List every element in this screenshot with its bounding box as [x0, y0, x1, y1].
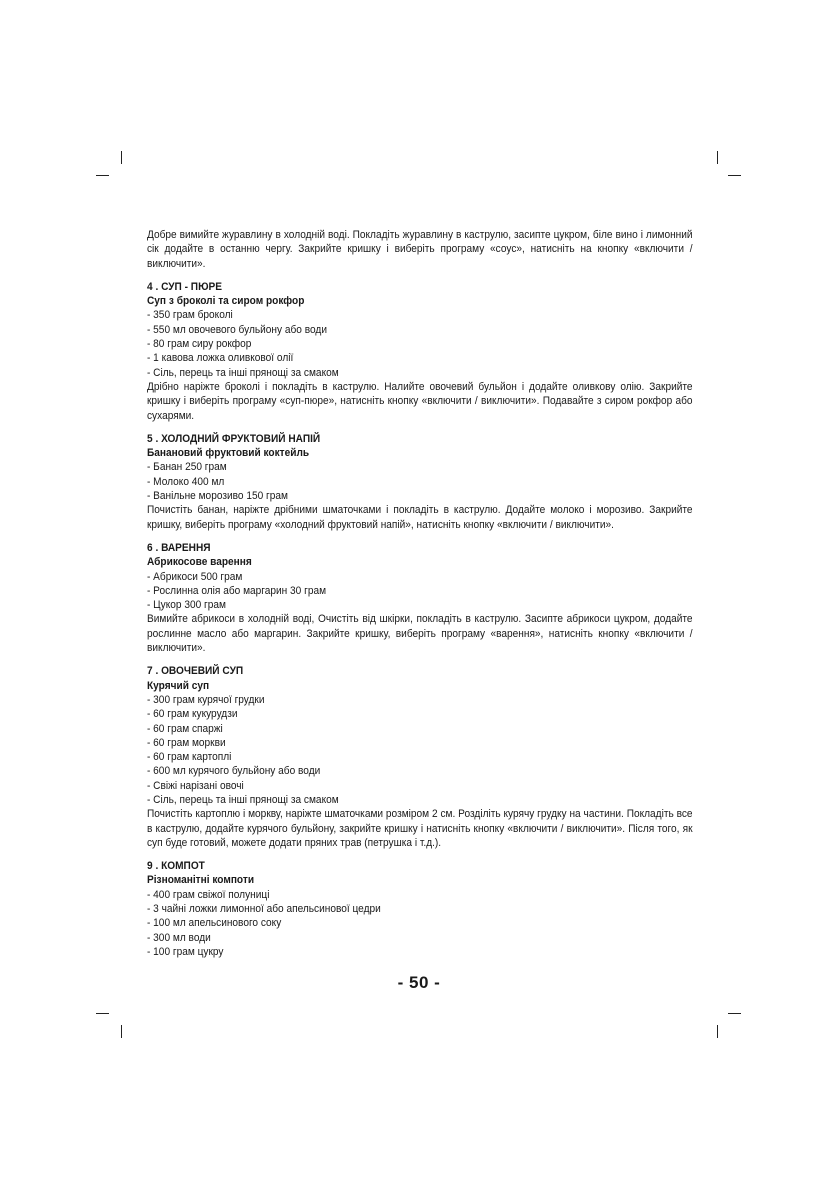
section-title: 7 . ОВОЧЕВИЙ СУП	[147, 665, 244, 678]
ingredient-item: - 60 грам кукурудзи	[147, 708, 238, 721]
ingredient-list	[147, 693, 693, 807]
instructions-paragraph: Почистіть картоплю і моркву, наріжте шматочками розміром 2 см. Розділіть курячу грудку на частини. Покладіть все в каструлю, додайте курячого бульйону, закрийте кришку і натисніть кнопку «включити / виключити». Після того, як суп буде готовий, можете додати пряних трав (петрушка і т.д.).	[147, 808, 693, 849]
crop-mark-top-right-vertical	[717, 151, 718, 164]
intro-paragraph: Добре вимийте журавлину в холодній воді. Покладіть журавлину в каструлю, засипте цукром, біле вино і лимонний сік додайте в останню чергу. Закрийте кришку і виберіть програму «соус», натисніть на кнопку «включити / виключити».	[147, 229, 693, 270]
crop-mark-top-right-horizontal	[728, 175, 741, 176]
recipe-name: Різноманітні компоти	[147, 874, 255, 887]
recipe-section	[147, 280, 693, 423]
ingredient-item: - Рослинна олія або маргарин 30 грам	[147, 584, 327, 597]
instructions-paragraph: Дрібно наріжте броколі і покладіть в каструлю. Налийте овочевий бульйон і додайте оливкову олію. Закрийте кришку і виберіть програму «суп-пюре», натисніть кнопку «включити / виключити». Подавайте з сиром рокфор або сухарями.	[147, 380, 693, 422]
ingredient-item: - 3 чайні ложки лимонної або апельсинової цедри	[147, 903, 381, 916]
ingredient-item: - 550 мл овочевого бульйону або води	[147, 323, 327, 336]
ingredient-item: - 1 кавова ложка оливкової олії	[147, 352, 294, 365]
ingredient-item: - 80 грам сиру рокфор	[147, 338, 252, 351]
ingredient-list	[147, 460, 693, 503]
ingredient-item: - 60 грам спаржі	[147, 722, 223, 735]
ingredient-item: - 60 грам картоплі	[147, 751, 232, 764]
ingredient-item: - 300 мл води	[147, 931, 211, 944]
recipe-sections	[147, 280, 693, 959]
instructions-paragraph: Почистіть банан, наріжте дрібними шматочками і покладіть в каструлю. Додайте молоко і морозиво. Закрийте кришку, виберіть програму «холодний фруктовий напій», натисніть кнопку «включити / виключити».	[147, 504, 693, 531]
section-title: 9 . КОМПОТ	[147, 860, 205, 873]
section-title: 4 . СУП - ПЮРЕ	[147, 280, 223, 293]
ingredient-item: - 100 мл апельсинового соку	[147, 917, 282, 930]
ingredient-list	[147, 570, 693, 613]
ingredient-item: - 100 грам цукру	[147, 945, 224, 958]
crop-mark-top-left-horizontal	[96, 175, 109, 176]
recipe-name: Курячий суп	[147, 679, 210, 692]
ingredient-item: - Свіжі нарізані овочі	[147, 779, 244, 792]
ingredient-item: - Абрикоси 500 грам	[147, 570, 243, 583]
ingredient-item: - Молоко 400 мл	[147, 475, 225, 488]
recipe-section	[147, 859, 693, 959]
section-title: 6 . ВАРЕННЯ	[147, 541, 211, 554]
crop-mark-bottom-right-vertical	[717, 1025, 718, 1038]
crop-mark-bottom-right-horizontal	[728, 1013, 741, 1014]
recipe-name: Банановий фруктовий коктейль	[147, 447, 310, 460]
recipe-name: Суп з броколі та сиром рокфор	[147, 295, 305, 308]
recipe-section	[147, 541, 693, 655]
ingredient-list	[147, 308, 693, 379]
ingredient-item: - 600 мл курячого бульйону або води	[147, 765, 321, 778]
instructions-paragraph: Вимийте абрикоси в холодній воді, Очистіть від шкірки, покладіть в каструлю. Засипте абрикоси цукром, додайте рослинне масло або маргарин. Закрийте кришку, виберіть програму «варення», натисніть кнопку «включити / виключити».	[147, 613, 693, 655]
ingredient-item: - Сіль, перець та інші прянощі за смаком	[147, 793, 339, 806]
recipe-section	[147, 664, 693, 850]
page-content	[147, 228, 693, 968]
crop-mark-top-left-vertical	[121, 151, 122, 164]
ingredient-item: - Банан 250 грам	[147, 461, 227, 474]
ingredient-item: - Сіль, перець та інші прянощі за смаком	[147, 366, 339, 379]
ingredient-item: - 300 грам курячої грудки	[147, 693, 265, 706]
ingredient-item: - 60 грам моркви	[147, 736, 226, 749]
ingredient-item: - Ванільне морозиво 150 грам	[147, 490, 288, 503]
crop-mark-bottom-left-vertical	[121, 1025, 122, 1038]
ingredient-item: - 400 грам свіжої полуниці	[147, 888, 270, 901]
crop-mark-bottom-left-horizontal	[96, 1013, 109, 1014]
page-number: - 50 -	[397, 973, 441, 992]
recipe-section	[147, 432, 693, 532]
ingredient-item: - Цукор 300 грам	[147, 599, 226, 612]
recipe-name: Абрикосове варення	[147, 556, 252, 569]
ingredient-item: - 350 грам броколі	[147, 309, 233, 322]
ingredient-list	[147, 888, 693, 959]
section-title: 5 . ХОЛОДНИЙ ФРУКТОВИЙ НАПІЙ	[147, 432, 321, 445]
